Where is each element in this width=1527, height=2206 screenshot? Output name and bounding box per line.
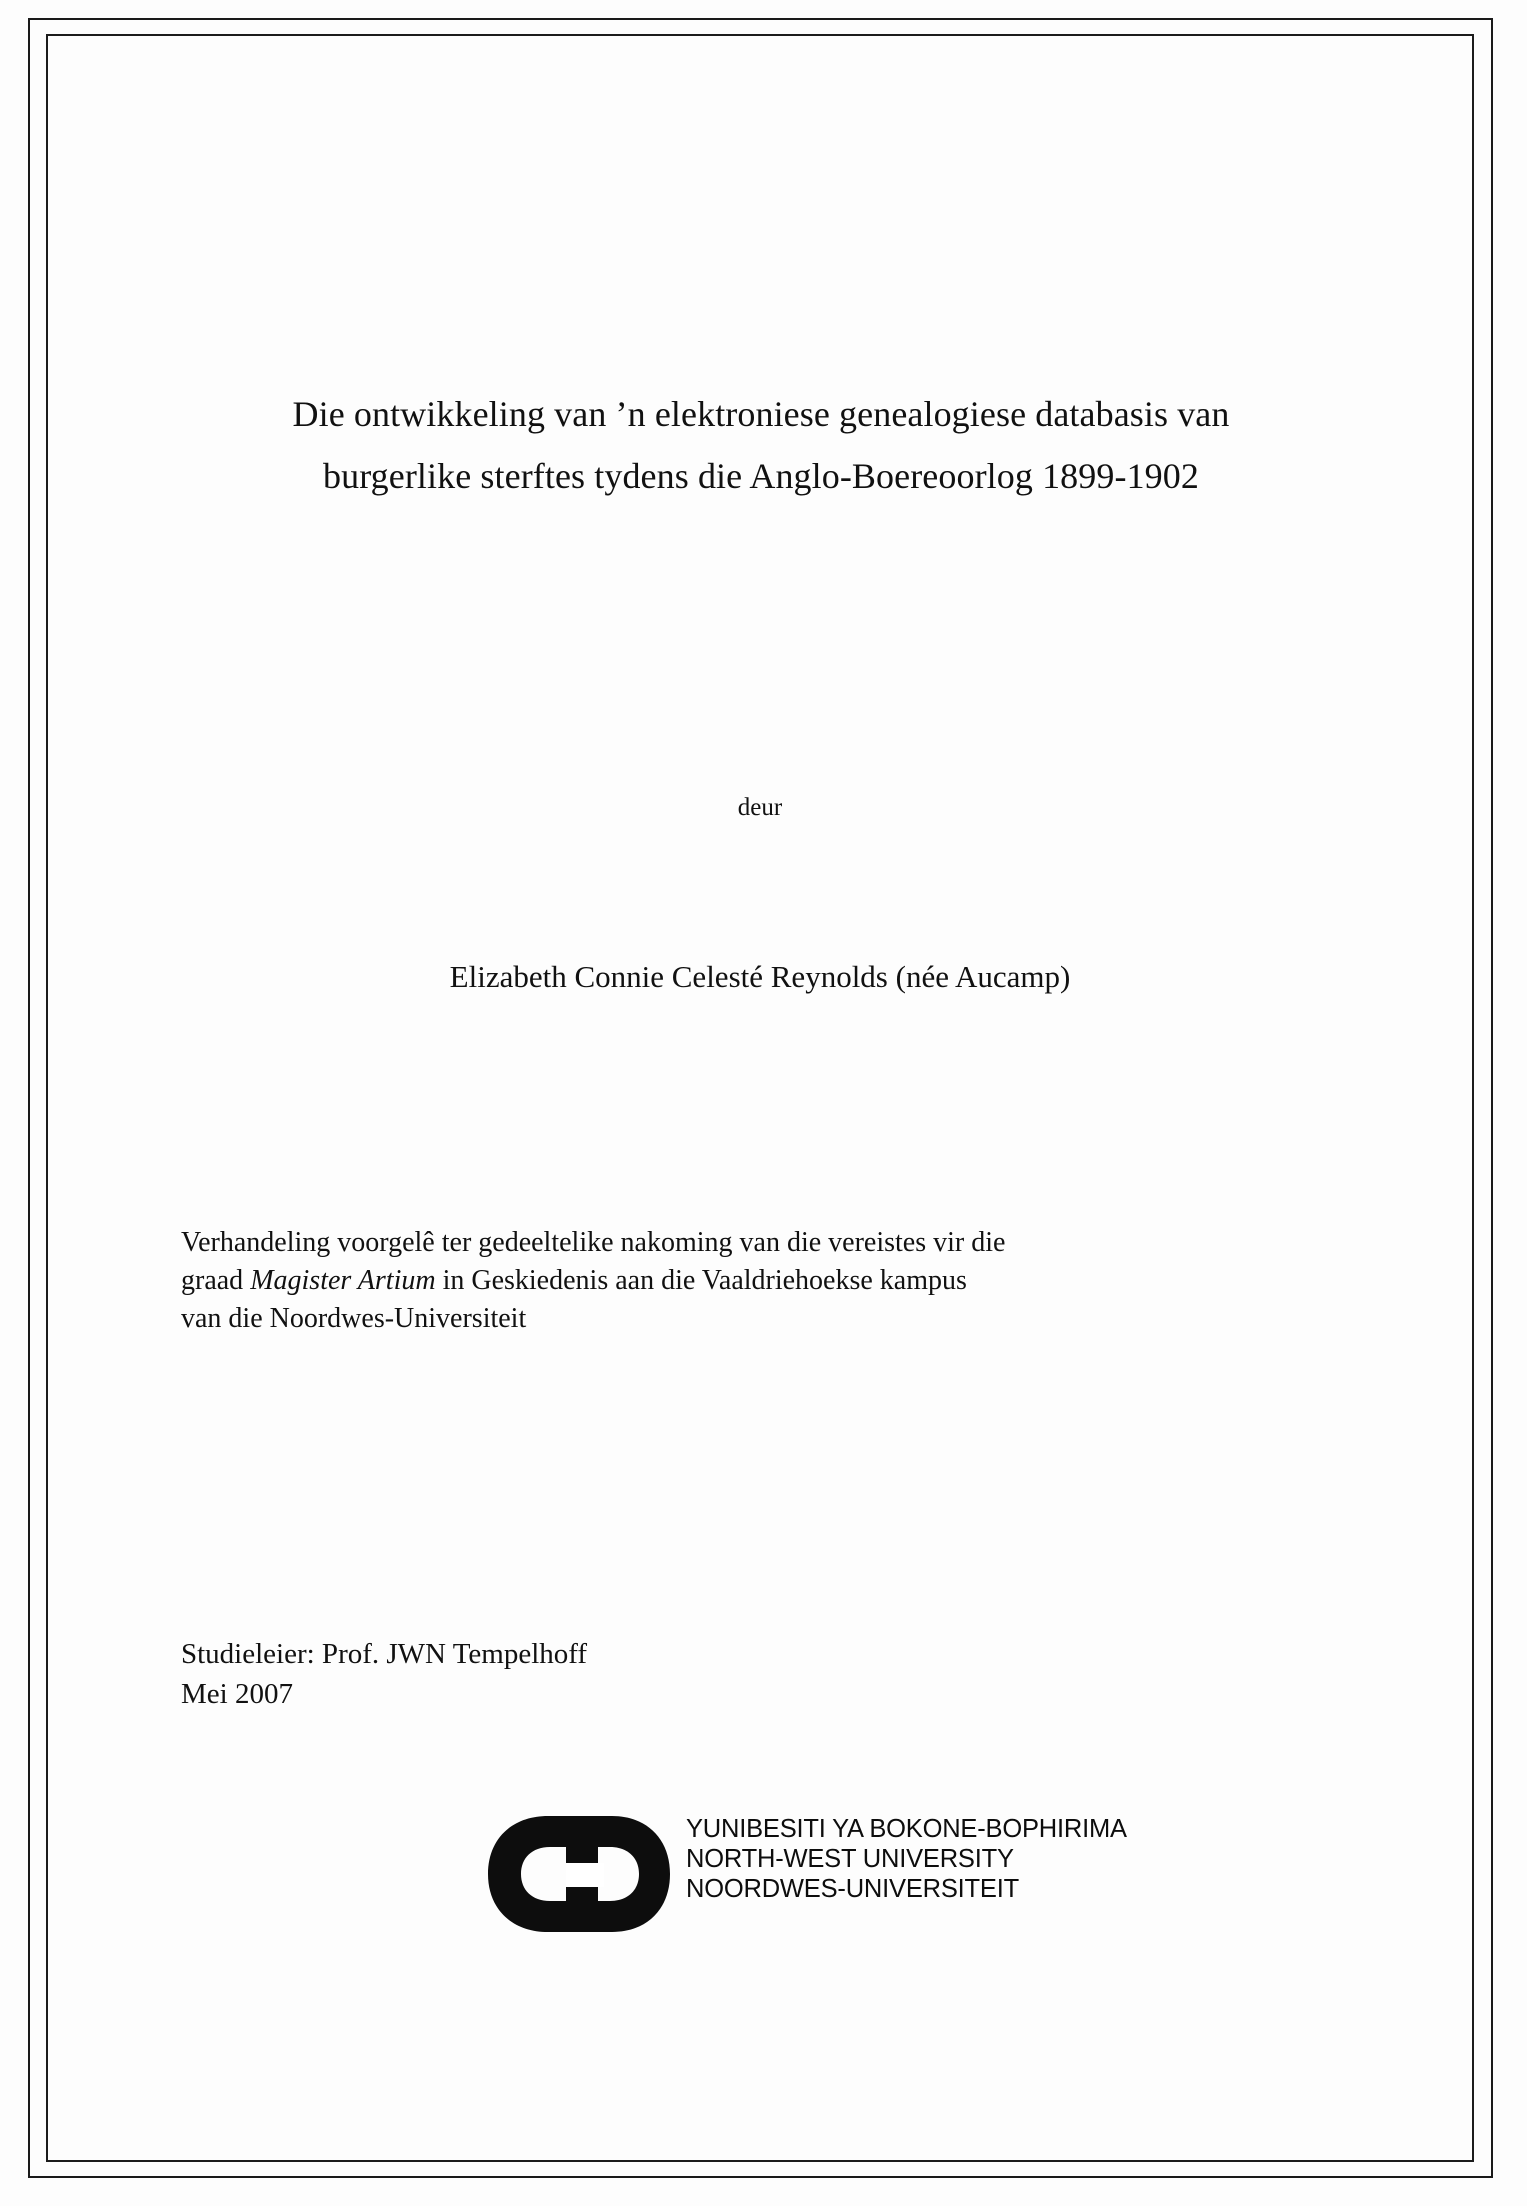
logo-line-1: YUNIBESITI YA BOKONE-BOPHIRIMA bbox=[686, 1815, 1127, 1843]
statement-line-2-pre: graad bbox=[181, 1265, 251, 1297]
logo-line-3: NOORDWES-UNIVERSITEIT bbox=[686, 1874, 1019, 1903]
statement-line-3: van die Noordwes-Universiteit bbox=[181, 1303, 527, 1335]
statement-line-1: Verhandeling voorgelê ter gedeeltelike nakoming van die vereistes vir die bbox=[181, 1227, 1006, 1258]
degree-name: Magister Artium bbox=[250, 1265, 436, 1297]
author-name: Elizabeth Connie Celesté Reynolds (née Aucamp) bbox=[449, 959, 1071, 994]
supervisor-line: Studieleier: Prof. JWN Tempelhoff bbox=[181, 1638, 588, 1670]
logo-text-block bbox=[686, 1815, 1127, 1904]
page-content bbox=[46, 34, 1474, 2162]
logo-line-2: NORTH-WEST UNIVERSITY bbox=[686, 1844, 1014, 1873]
supervisor-block bbox=[181, 1634, 1181, 1714]
title-line-2: burgerlike sterftes tydens die Anglo-Boereoorlog 1899-1902 bbox=[323, 455, 1199, 496]
statement-line-2 bbox=[181, 1262, 1341, 1300]
title-line-1: Die ontwikkeling van ’n elektroniese genealogiese databasis van bbox=[292, 394, 1230, 434]
date-line: Mei 2007 bbox=[181, 1678, 293, 1711]
north-west-university-logo-mark bbox=[486, 1813, 671, 1935]
by-word: deur bbox=[737, 794, 783, 821]
university-logo bbox=[486, 1809, 1126, 1949]
degree-statement bbox=[181, 1224, 1341, 1338]
page-title bbox=[186, 384, 1336, 508]
statement-line-2-post: in Geskiedenis aan die Vaaldriehoekse kampus bbox=[435, 1265, 967, 1297]
